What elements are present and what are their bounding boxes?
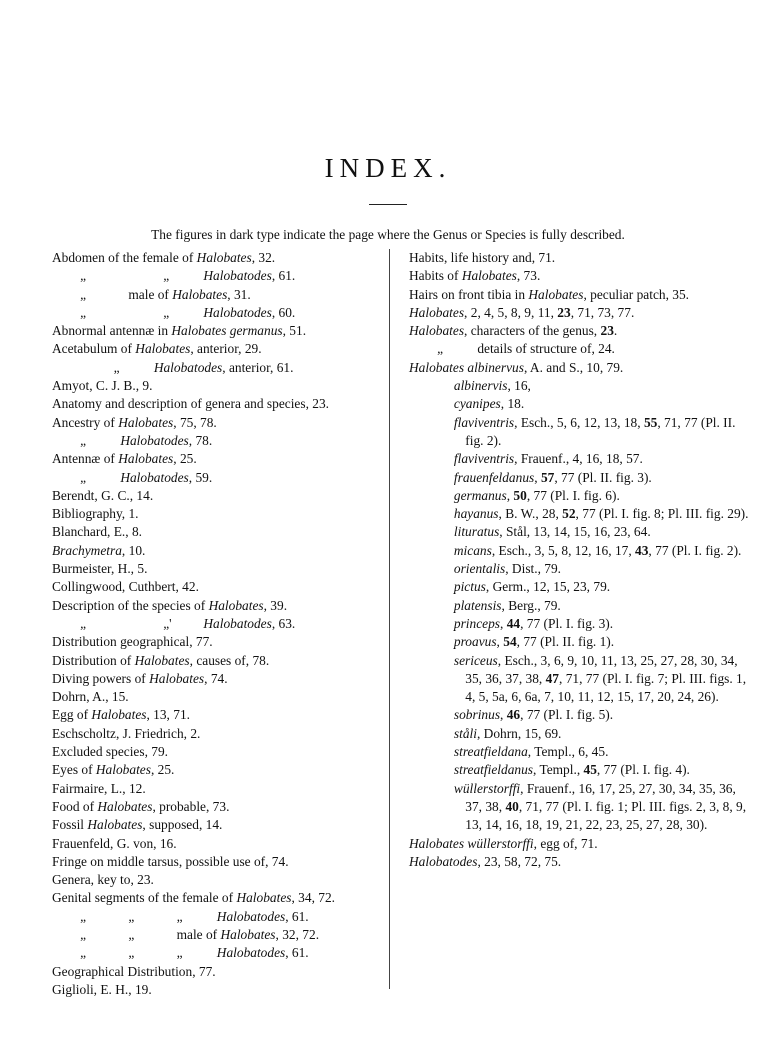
- index-entry: orientalis, Dist., 79.: [453, 561, 562, 577]
- index-entry: Abdomen of the female of Halobates, 32.: [52, 250, 276, 265]
- index-entry: „ Halobatodes, 59.: [80, 469, 213, 485]
- index-entry: micans, Esch., 3, 5, 8, 12, 16, 17, 43, 77 (Pl. I. fig. 2).: [453, 542, 742, 558]
- index-entry: Food of Halobates, probable, 73.: [52, 798, 230, 814]
- index-entry: Abnormal antennæ in Halobates germanus, 51.: [52, 323, 307, 339]
- index-entry: Amyot, C. J. B., 9.: [52, 378, 153, 394]
- page-title: INDEX.: [324, 153, 452, 183]
- index-entry: germanus, 50, 77 (Pl. I. fig. 6).: [453, 487, 620, 503]
- column-divider: [389, 249, 390, 989]
- index-entry: flaviventris, Frauenf., 4, 16, 18, 57.: [453, 451, 643, 467]
- index-entry: Frauenfeld, G. von, 16.: [52, 835, 177, 851]
- index-entry: „ „ „ Halobatodes, 61.: [80, 908, 309, 924]
- index-entry: wüllerstorffi, Frauenf., 16, 17, 25, 27, 30, 34, 35, 36, 37, 38, 40, 71, 77 (Pl. I. fig. 1; Pl. III. figs. 2, 3, 8, 9, 13, 14, 16, 18, 19, 21, 22, 23, 25, 27, 28, 30).: [453, 780, 747, 833]
- index-entry: Antennæ of Halobates, 25.: [52, 451, 197, 467]
- title-rule: [369, 204, 407, 205]
- index-entry: Eschscholtz, J. Friedrich, 2.: [52, 725, 201, 741]
- index-entry: Diving powers of Halobates, 74.: [52, 670, 228, 686]
- index-entry: Halobates wüllerstorffi, egg of, 71.: [409, 835, 598, 851]
- index-entry: Blanchard, E., 8.: [52, 524, 142, 540]
- index-entry: sericeus, Esch., 3, 6, 9, 10, 11, 13, 25, 27, 28, 30, 34, 35, 36, 37, 38, 47, 71, 77 (Pl. I. fig. 7; Pl. III. figs. 1, 4, 5, 5a, 6, 6a, 7, 10, 11, 12, 15, 17, 20, 24, 26).: [453, 652, 747, 705]
- index-entry: proavus, 54, 77 (Pl. II. fig. 1).: [453, 634, 615, 650]
- index-entry: Description of the species of Halobates, 39.: [52, 597, 288, 613]
- index-entry: hayanus, B. W., 28, 52, 77 (Pl. I. fig. 8; Pl. III. fig. 29).: [453, 506, 749, 522]
- index-entry: Ancestry of Halobates, 75, 78.: [52, 414, 217, 430]
- index-entry: Habits of Halobates, 73.: [409, 268, 541, 284]
- index-entry: Egg of Halobates, 13, 71.: [52, 707, 190, 723]
- index-entry: Habits, life history and, 71.: [409, 250, 556, 265]
- index-entry: „ Halobatodes, anterior, 61.: [113, 359, 294, 375]
- index-entry: Fringe on middle tarsus, possible use of, 74.: [52, 853, 289, 869]
- index-entry: sobrinus, 46, 77 (Pl. I. fig. 5).: [453, 707, 614, 723]
- index-entry: „ „' Halobatodes, 63.: [80, 615, 296, 631]
- index-entry: platensis, Berg., 79.: [453, 597, 561, 613]
- index-entry: Fairmaire, L., 12.: [52, 780, 146, 796]
- index-entry: Burmeister, H., 5.: [52, 561, 148, 577]
- index-entry: Halobates, characters of the genus, 23.: [409, 323, 618, 339]
- index-entry: Dohrn, A., 15.: [52, 689, 129, 705]
- index-entry: „ details of structure of, 24.: [437, 341, 615, 357]
- index-entry: Hairs on front tibia in Halobates, peculiar patch, 35.: [409, 286, 690, 302]
- index-entry: flaviventris, Esch., 5, 6, 12, 13, 18, 55, 71, 77 (Pl. II. fig. 2).: [453, 414, 736, 448]
- index-entry: ståli, Dohrn, 15, 69.: [453, 725, 562, 741]
- index-entry: princeps, 44, 77 (Pl. I. fig. 3).: [453, 615, 614, 631]
- index-entry: Berendt, G. C., 14.: [52, 487, 154, 503]
- index-column-right: [409, 249, 754, 871]
- index-entry: Anatomy and description of genera and species, 23.: [52, 396, 330, 412]
- index-entry: Fossil Halobates, supposed, 14.: [52, 817, 223, 833]
- index-entry: streatfieldana, Templ., 6, 45.: [453, 744, 609, 760]
- intro-note: The figures in dark type indicate the page where the Genus or Species is fully described.: [151, 227, 625, 242]
- index-entry: Acetabulum of Halobates, anterior, 29.: [52, 341, 262, 357]
- index-entry: Collingwood, Cuthbert, 42.: [52, 579, 199, 595]
- index-entry: Genital segments of the female of Halobates, 34, 72.: [52, 890, 336, 906]
- index-entry: Excluded species, 79.: [52, 744, 169, 760]
- index-entry: „ „ Halobatodes, 60.: [80, 304, 296, 320]
- index-entry: Bibliography, 1.: [52, 506, 139, 522]
- index-entry: Eyes of Halobates, 25.: [52, 762, 175, 778]
- index-entry: albinervis, 16,: [453, 378, 531, 394]
- index-entry: „ Halobatodes, 78.: [80, 432, 213, 448]
- index-entry: streatfieldanus, Templ., 45, 77 (Pl. I. fig. 4).: [453, 762, 690, 778]
- index-entry: „ „ Halobatodes, 61.: [80, 268, 296, 284]
- index-entry: „ male of Halobates, 31.: [80, 286, 251, 302]
- index-entry: Distribution of Halobates, causes of, 78.: [52, 652, 270, 668]
- index-entry: Genera, key to, 23.: [52, 872, 154, 888]
- index-entry: cyanipes, 18.: [453, 396, 525, 412]
- index-entry: Halobates, 2, 4, 5, 8, 9, 11, 23, 71, 73, 77.: [409, 304, 635, 320]
- index-entry: frauenfeldanus, 57, 77 (Pl. II. fig. 3).: [453, 469, 652, 485]
- index-entry: Brachymetra, 10.: [52, 542, 146, 558]
- index-entry: Distribution geographical, 77.: [52, 634, 213, 650]
- index-entry: Giglioli, E. H., 19.: [52, 981, 152, 997]
- index-column-left: [52, 249, 382, 999]
- index-entry: Halobatodes, 23, 58, 72, 75.: [409, 853, 562, 869]
- index-entry: „ „ „ Halobatodes, 61.: [80, 945, 309, 961]
- index-entry: Halobates albinervus, A. and S., 10, 79.: [409, 359, 624, 375]
- index-entry: „ „ male of Halobates, 32, 72.: [80, 926, 320, 942]
- index-entry: lituratus, Stål, 13, 14, 15, 16, 23, 64.: [453, 524, 651, 540]
- index-entry: pictus, Germ., 12, 15, 23, 79.: [453, 579, 611, 595]
- index-entry: Geographical Distribution, 77.: [52, 963, 216, 979]
